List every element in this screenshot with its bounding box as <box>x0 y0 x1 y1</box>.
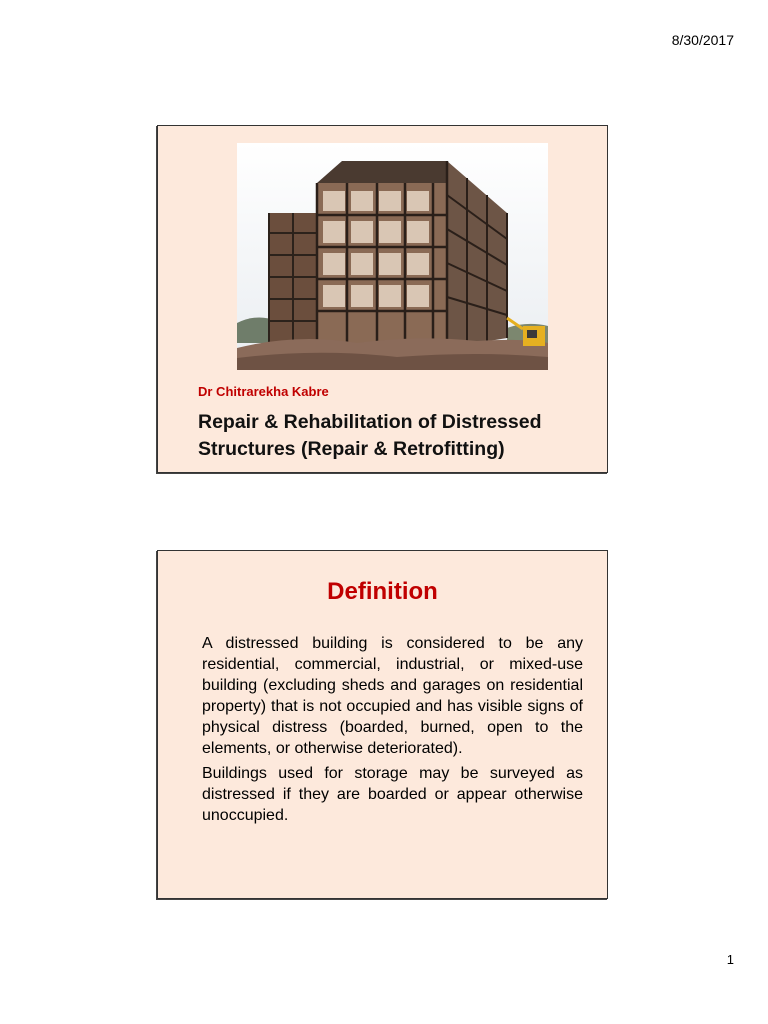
definition-paragraph: Buildings used for storage may be surveyed as distressed if they are boarded or appear otherwise unoccupied. <box>202 765 583 824</box>
author-name: Dr Chitrarekha Kabre <box>198 384 329 399</box>
definition-paragraph: A distressed building is considered to be any residential, commercial, industrial, or mixed-use building (excluding sheds and garages on residential property) that is not occupied and has visible signs of physical distress (boarded, burned, open to the elements, or otherwise deteriorated). <box>202 635 583 757</box>
print-date: 8/30/2017 <box>671 32 734 48</box>
distressed-building-photo <box>237 143 548 370</box>
slide-title: Repair & Rehabilitation of Distressed Structures (Repair & Retrofitting) <box>198 411 542 460</box>
page-number: 1 <box>726 952 734 967</box>
title-slide <box>157 125 608 473</box>
slide-heading: Definition <box>327 578 438 605</box>
definition-body <box>202 633 583 830</box>
definition-slide <box>157 550 608 899</box>
